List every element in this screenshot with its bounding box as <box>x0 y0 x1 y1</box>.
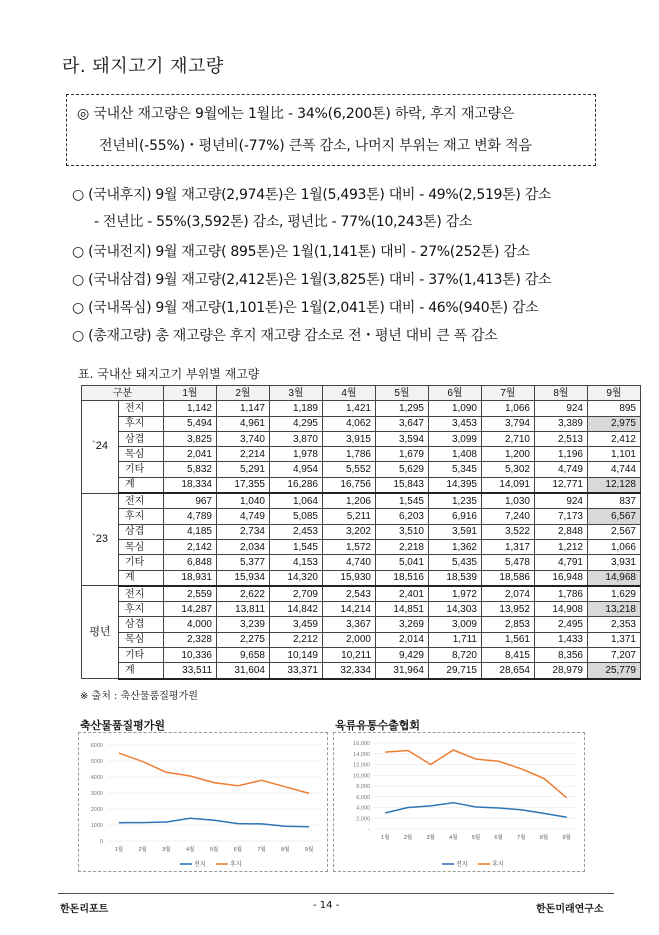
table-cell: 14,091 <box>482 477 535 493</box>
table-cell: 1,066 <box>482 401 535 416</box>
table-header-row <box>82 386 641 401</box>
table-cell: 14,395 <box>429 477 482 493</box>
bullet-item: ○ (국내삼겹) 9월 재고량(2,412톤)은 1월(3,825톤) 대비 - 37%(1,413톤) 감소 <box>72 272 552 288</box>
table-cell: 5,377 <box>217 555 270 570</box>
table-cell: 4,062 <box>323 416 376 431</box>
part-label: 후지 <box>119 509 164 524</box>
table-cell: 2,353 <box>588 617 641 632</box>
table-row <box>82 401 641 416</box>
table-cell: 1,235 <box>429 493 482 509</box>
x-tick-label: 4월 <box>449 835 458 841</box>
part-label: 계 <box>119 663 164 679</box>
part-label: 계 <box>119 570 164 586</box>
table-cell: 3,269 <box>376 617 429 632</box>
table-cell: 2,710 <box>482 431 535 446</box>
table-cell: 3,239 <box>217 617 270 632</box>
table-row <box>82 462 641 477</box>
table-cell: 3,099 <box>429 431 482 446</box>
table-cell: 3,740 <box>217 431 270 446</box>
table-cell: 14,908 <box>535 602 588 617</box>
table-cell: 6,916 <box>429 509 482 524</box>
stock-table <box>81 385 641 680</box>
table-cell: 1,064 <box>270 493 323 509</box>
table-cell: 1,295 <box>376 401 429 416</box>
table-cell: 6,567 <box>588 509 641 524</box>
table-cell: 1,561 <box>482 632 535 647</box>
table-cell: 10,149 <box>270 648 323 663</box>
source-note: ※ 출처 : 축산물품질평가원 <box>80 691 198 702</box>
table-cell: 2,401 <box>376 586 429 602</box>
table-cell: 837 <box>588 493 641 509</box>
table-cell: 18,539 <box>429 570 482 586</box>
summary-line-1: ◎ 국내산 재고량은 9월에는 1월比 - 34%(6,200톤) 하락, 후지 재고량은 <box>77 106 515 122</box>
table-cell: 33,371 <box>270 663 323 679</box>
table-cell: 2,734 <box>217 524 270 539</box>
chart-1-svg <box>79 733 329 873</box>
table-cell: 3,453 <box>429 416 482 431</box>
table-cell: 3,794 <box>482 416 535 431</box>
table-cell: 6,203 <box>376 509 429 524</box>
part-label: 목심 <box>119 447 164 462</box>
table-cell: 1,206 <box>323 493 376 509</box>
table-cell: 2,014 <box>376 632 429 647</box>
part-label: 삼겹 <box>119 617 164 632</box>
table-cell: 5,552 <box>323 462 376 477</box>
table-cell: 12,771 <box>535 477 588 493</box>
header-month: 9월 <box>588 386 641 401</box>
table-cell: 2,074 <box>482 586 535 602</box>
part-label: 목심 <box>119 632 164 647</box>
table-cell: 14,303 <box>429 602 482 617</box>
y-tick-label: 6,000 <box>356 794 370 801</box>
header-month: 4월 <box>323 386 376 401</box>
group-label: 평년 <box>82 586 119 679</box>
chart-1 <box>78 732 328 872</box>
header-month: 2월 <box>217 386 270 401</box>
table-cell: 2,453 <box>270 524 323 539</box>
x-tick-label: 1월 <box>114 847 124 853</box>
x-tick-label: 5월 <box>209 847 219 853</box>
x-tick-label: 4월 <box>186 847 195 853</box>
series-line-전지 <box>119 818 309 826</box>
y-tick-label: 3000 <box>90 791 103 797</box>
bullet-item: ○ (국내목심) 9월 재고량(1,101톤)은 1월(2,041톤) 대비 - 46%(940톤) 감소 <box>72 300 539 316</box>
table-cell: 1,572 <box>323 539 376 554</box>
table-cell: 924 <box>535 401 588 416</box>
table-row <box>82 524 641 539</box>
table-cell: 3,459 <box>270 617 323 632</box>
table-cell: 1,972 <box>429 586 482 602</box>
bullet-item: ○ (총재고량) 총 재고량은 후지 재고량 감소로 전・평년 대비 큰 폭 감소 <box>72 328 498 344</box>
table-cell: 16,756 <box>323 477 376 493</box>
table-cell: 2,218 <box>376 539 429 554</box>
table-cell: 5,494 <box>164 416 217 431</box>
x-tick-label: 2월 <box>403 835 413 841</box>
table-cell: 4,740 <box>323 555 376 570</box>
y-tick-label: 1000 <box>90 823 103 829</box>
table-cell: 2,034 <box>217 539 270 554</box>
table-cell: 4,789 <box>164 509 217 524</box>
table-cell: 3,870 <box>270 431 323 446</box>
header-month: 7월 <box>482 386 535 401</box>
table-cell: 14,968 <box>588 570 641 586</box>
table-cell: 15,934 <box>217 570 270 586</box>
part-label: 삼겹 <box>119 431 164 446</box>
table-cell: 14,214 <box>323 602 376 617</box>
bullet-item: ○ (국내전지) 9월 재고량( 895톤)은 1월(1,141톤) 대비 - 27%(252톤) 감소 <box>72 244 530 260</box>
table-cell: 5,832 <box>164 462 217 477</box>
table-cell: 4,954 <box>270 462 323 477</box>
header-category: 구분 <box>82 386 164 401</box>
table-cell: 5,478 <box>482 555 535 570</box>
table-cell: 31,604 <box>217 663 270 679</box>
table-cell: 10,336 <box>164 648 217 663</box>
table-cell: 4,791 <box>535 555 588 570</box>
y-tick-label: 4,000 <box>356 805 370 812</box>
part-label: 전지 <box>119 401 164 416</box>
page-number: - 14 - <box>313 900 340 911</box>
table-row <box>82 447 641 462</box>
chart-title-1: 축산물품질평가원 <box>80 719 166 732</box>
table-cell: 1,317 <box>482 539 535 554</box>
table-cell: 12,128 <box>588 477 641 493</box>
header-month: 3월 <box>270 386 323 401</box>
table-cell: 33,511 <box>164 663 217 679</box>
table-cell: 14,851 <box>376 602 429 617</box>
legend-label: 전지 <box>456 862 468 868</box>
part-label: 전지 <box>119 586 164 602</box>
x-tick-label: 8월 <box>281 847 290 853</box>
part-label: 기타 <box>119 462 164 477</box>
table-cell: 1,421 <box>323 401 376 416</box>
x-tick-label: 2월 <box>138 847 147 853</box>
table-cell: 14,320 <box>270 570 323 586</box>
series-line-전지 <box>385 803 566 818</box>
part-label: 계 <box>119 477 164 493</box>
y-tick-label: 2000 <box>90 807 103 813</box>
table-cell: 3,202 <box>323 524 376 539</box>
table-cell: 1,711 <box>429 632 482 647</box>
table-cell: 1,629 <box>588 586 641 602</box>
table-cell: 1,101 <box>588 447 641 462</box>
table-cell: 3,825 <box>164 431 217 446</box>
table-cell: 1,040 <box>217 493 270 509</box>
table-cell: 9,658 <box>217 648 270 663</box>
table-row <box>82 416 641 431</box>
header-month: 5월 <box>376 386 429 401</box>
part-label: 전지 <box>119 493 164 509</box>
y-tick-label: 0 <box>99 839 103 845</box>
table-cell: 18,334 <box>164 477 217 493</box>
table-cell: 5,435 <box>429 555 482 570</box>
bullet-item: ○ (국내후지) 9월 재고량(2,974톤)은 1월(5,493톤) 대비 - 49%(2,519톤) 감소 <box>72 187 552 203</box>
chart-title-2: 육류유통수출협회 <box>335 719 421 732</box>
table-row <box>82 648 641 663</box>
table-cell: 1,030 <box>482 493 535 509</box>
table-cell: 1,371 <box>588 632 641 647</box>
table-cell: 4,749 <box>535 462 588 477</box>
table-cell: 28,979 <box>535 663 588 679</box>
table-cell: 9,429 <box>376 648 429 663</box>
table-cell: 2,975 <box>588 416 641 431</box>
table-cell: 7,173 <box>535 509 588 524</box>
table-row <box>82 431 641 446</box>
table-cell: 3,510 <box>376 524 429 539</box>
table-cell: 2,622 <box>217 586 270 602</box>
table-cell: 1,679 <box>376 447 429 462</box>
table-cell: 3,594 <box>376 431 429 446</box>
table-cell: 1,142 <box>164 401 217 416</box>
table-cell: 1,786 <box>535 586 588 602</box>
table-cell: 16,948 <box>535 570 588 586</box>
series-line-후지 <box>119 753 309 793</box>
footer-left: 한돈리포트 <box>60 904 109 915</box>
table-cell: 16,286 <box>270 477 323 493</box>
table-cell: 1,147 <box>217 401 270 416</box>
y-tick-label: 2,000 <box>356 816 370 823</box>
table-cell: 1,212 <box>535 539 588 554</box>
y-tick-label: 5000 <box>90 759 103 765</box>
table-cell: 1,433 <box>535 632 588 647</box>
part-label: 삼겹 <box>119 524 164 539</box>
table-cell: 2,513 <box>535 431 588 446</box>
table-cell: 2,567 <box>588 524 641 539</box>
table-cell: 2,495 <box>535 617 588 632</box>
header-month: 8월 <box>535 386 588 401</box>
table-cell: 2,543 <box>323 586 376 602</box>
table-row <box>82 632 641 647</box>
table-cell: 2,275 <box>217 632 270 647</box>
part-label: 후지 <box>119 602 164 617</box>
x-tick-label: 3월 <box>162 847 171 853</box>
table-cell: 3,522 <box>482 524 535 539</box>
table-cell: 4,744 <box>588 462 641 477</box>
x-tick-label: 9월 <box>304 847 314 853</box>
table-cell: 2,142 <box>164 539 217 554</box>
header-month: 1월 <box>164 386 217 401</box>
table-cell: 2,328 <box>164 632 217 647</box>
table-cell: 3,591 <box>429 524 482 539</box>
part-label: 기타 <box>119 555 164 570</box>
table-row <box>82 586 641 602</box>
table-cell: 29,715 <box>429 663 482 679</box>
table-cell: 2,212 <box>270 632 323 647</box>
table-caption: 표. 국내산 돼지고기 부위별 재고량 <box>78 367 260 381</box>
table-cell: 3,389 <box>535 416 588 431</box>
table-cell: 18,516 <box>376 570 429 586</box>
table-cell: 18,931 <box>164 570 217 586</box>
table-cell: 13,218 <box>588 602 641 617</box>
table-row <box>82 602 641 617</box>
table-row <box>82 555 641 570</box>
table-cell: 4,295 <box>270 416 323 431</box>
table-cell: 5,211 <box>323 509 376 524</box>
table-cell: 1,066 <box>588 539 641 554</box>
y-tick-label: 10,000 <box>353 773 370 780</box>
table-cell: 6,848 <box>164 555 217 570</box>
table-cell: 4,749 <box>217 509 270 524</box>
table-cell: 7,240 <box>482 509 535 524</box>
table-cell: 7,207 <box>588 648 641 663</box>
table-cell: 5,291 <box>217 462 270 477</box>
table-cell: 3,009 <box>429 617 482 632</box>
summary-line-2: 전년비(-55%)・평년비(-77%) 큰폭 감소, 나머지 부위는 재고 변화 적음 <box>99 138 532 154</box>
table-cell: 4,185 <box>164 524 217 539</box>
x-tick-label: 8월 <box>539 835 549 841</box>
table-row <box>82 663 641 679</box>
summary-box <box>66 94 596 166</box>
bullet-subitem: - 전년比 - 55%(3,592톤) 감소, 평년比 - 77%(10,243톤) 감소 <box>94 214 473 230</box>
x-tick-label: 6월 <box>494 835 503 841</box>
footer-divider <box>58 893 614 894</box>
legend-label: 전지 <box>194 862 206 868</box>
table-cell: 1,090 <box>429 401 482 416</box>
table-cell: 4,961 <box>217 416 270 431</box>
footer-right: 한돈미래연구소 <box>536 904 604 915</box>
table-cell: 5,041 <box>376 555 429 570</box>
header-month: 6월 <box>429 386 482 401</box>
table-cell: 1,786 <box>323 447 376 462</box>
table-cell: 8,356 <box>535 648 588 663</box>
table-cell: 1,545 <box>270 539 323 554</box>
y-tick-label: 16,000 <box>353 741 370 747</box>
table-cell: 1,978 <box>270 447 323 462</box>
x-tick-label: 6월 <box>233 847 242 853</box>
table-cell: 3,931 <box>588 555 641 570</box>
table-cell: 8,720 <box>429 648 482 663</box>
table-cell: 15,930 <box>323 570 376 586</box>
table-cell: 1,408 <box>429 447 482 462</box>
table-row <box>82 570 641 586</box>
x-tick-label: 7월 <box>257 847 266 853</box>
table-cell: 15,843 <box>376 477 429 493</box>
x-tick-label: 1월 <box>381 835 390 841</box>
table-cell: 32,334 <box>323 663 376 679</box>
table-row <box>82 509 641 524</box>
table-row <box>82 539 641 554</box>
table-cell: 18,586 <box>482 570 535 586</box>
table-row <box>82 477 641 493</box>
table-cell: 4,153 <box>270 555 323 570</box>
table-cell: 967 <box>164 493 217 509</box>
table-cell: 1,362 <box>429 539 482 554</box>
x-tick-label: 3월 <box>426 835 435 841</box>
y-tick-label: - <box>368 827 370 833</box>
table-cell: 2,709 <box>270 586 323 602</box>
y-tick-label: 12,000 <box>353 762 370 769</box>
table-cell: 3,647 <box>376 416 429 431</box>
table-cell: 14,842 <box>270 602 323 617</box>
legend-label: 후지 <box>230 862 242 868</box>
table-cell: 2,041 <box>164 447 217 462</box>
table-cell: 13,811 <box>217 602 270 617</box>
chart-2-svg <box>334 733 586 873</box>
legend-label: 후지 <box>492 862 504 868</box>
group-label: `23 <box>82 493 119 586</box>
table-cell: 895 <box>588 401 641 416</box>
table-row <box>82 617 641 632</box>
y-tick-label: 4000 <box>90 775 103 781</box>
part-label: 후지 <box>119 416 164 431</box>
x-tick-label: 7월 <box>517 835 526 841</box>
y-tick-label: 6000 <box>90 743 103 749</box>
table-cell: 2,000 <box>323 632 376 647</box>
table-cell: 3,367 <box>323 617 376 632</box>
table-cell: 13,952 <box>482 602 535 617</box>
table-cell: 17,355 <box>217 477 270 493</box>
table-row <box>82 493 641 509</box>
table-cell: 5,085 <box>270 509 323 524</box>
table-cell: 2,848 <box>535 524 588 539</box>
part-label: 목심 <box>119 539 164 554</box>
table-cell: 2,853 <box>482 617 535 632</box>
table-cell: 31,964 <box>376 663 429 679</box>
y-tick-label: 14,000 <box>353 751 370 758</box>
table-cell: 8,415 <box>482 648 535 663</box>
table-cell: 2,412 <box>588 431 641 446</box>
table-cell: 924 <box>535 493 588 509</box>
table-cell: 10,211 <box>323 648 376 663</box>
x-tick-label: 5월 <box>471 835 481 841</box>
x-tick-label: 9월 <box>562 835 571 841</box>
section-heading: 라. 돼지고기 재고량 <box>62 56 224 77</box>
table-cell: 5,345 <box>429 462 482 477</box>
table-cell: 3,915 <box>323 431 376 446</box>
table-cell: 2,214 <box>217 447 270 462</box>
series-line-후지 <box>385 750 566 798</box>
chart-2 <box>333 732 585 872</box>
y-tick-label: 8,000 <box>356 784 370 790</box>
table-cell: 1,200 <box>482 447 535 462</box>
part-label: 기타 <box>119 648 164 663</box>
table-cell: 4,000 <box>164 617 217 632</box>
table-cell: 1,189 <box>270 401 323 416</box>
table-cell: 28,654 <box>482 663 535 679</box>
table-cell: 2,559 <box>164 586 217 602</box>
table-cell: 5,302 <box>482 462 535 477</box>
table-cell: 25,779 <box>588 663 641 679</box>
table-cell: 5,629 <box>376 462 429 477</box>
table-cell: 14,287 <box>164 602 217 617</box>
table-cell: 1,196 <box>535 447 588 462</box>
table-cell: 1,545 <box>376 493 429 509</box>
group-label: `24 <box>82 401 119 493</box>
